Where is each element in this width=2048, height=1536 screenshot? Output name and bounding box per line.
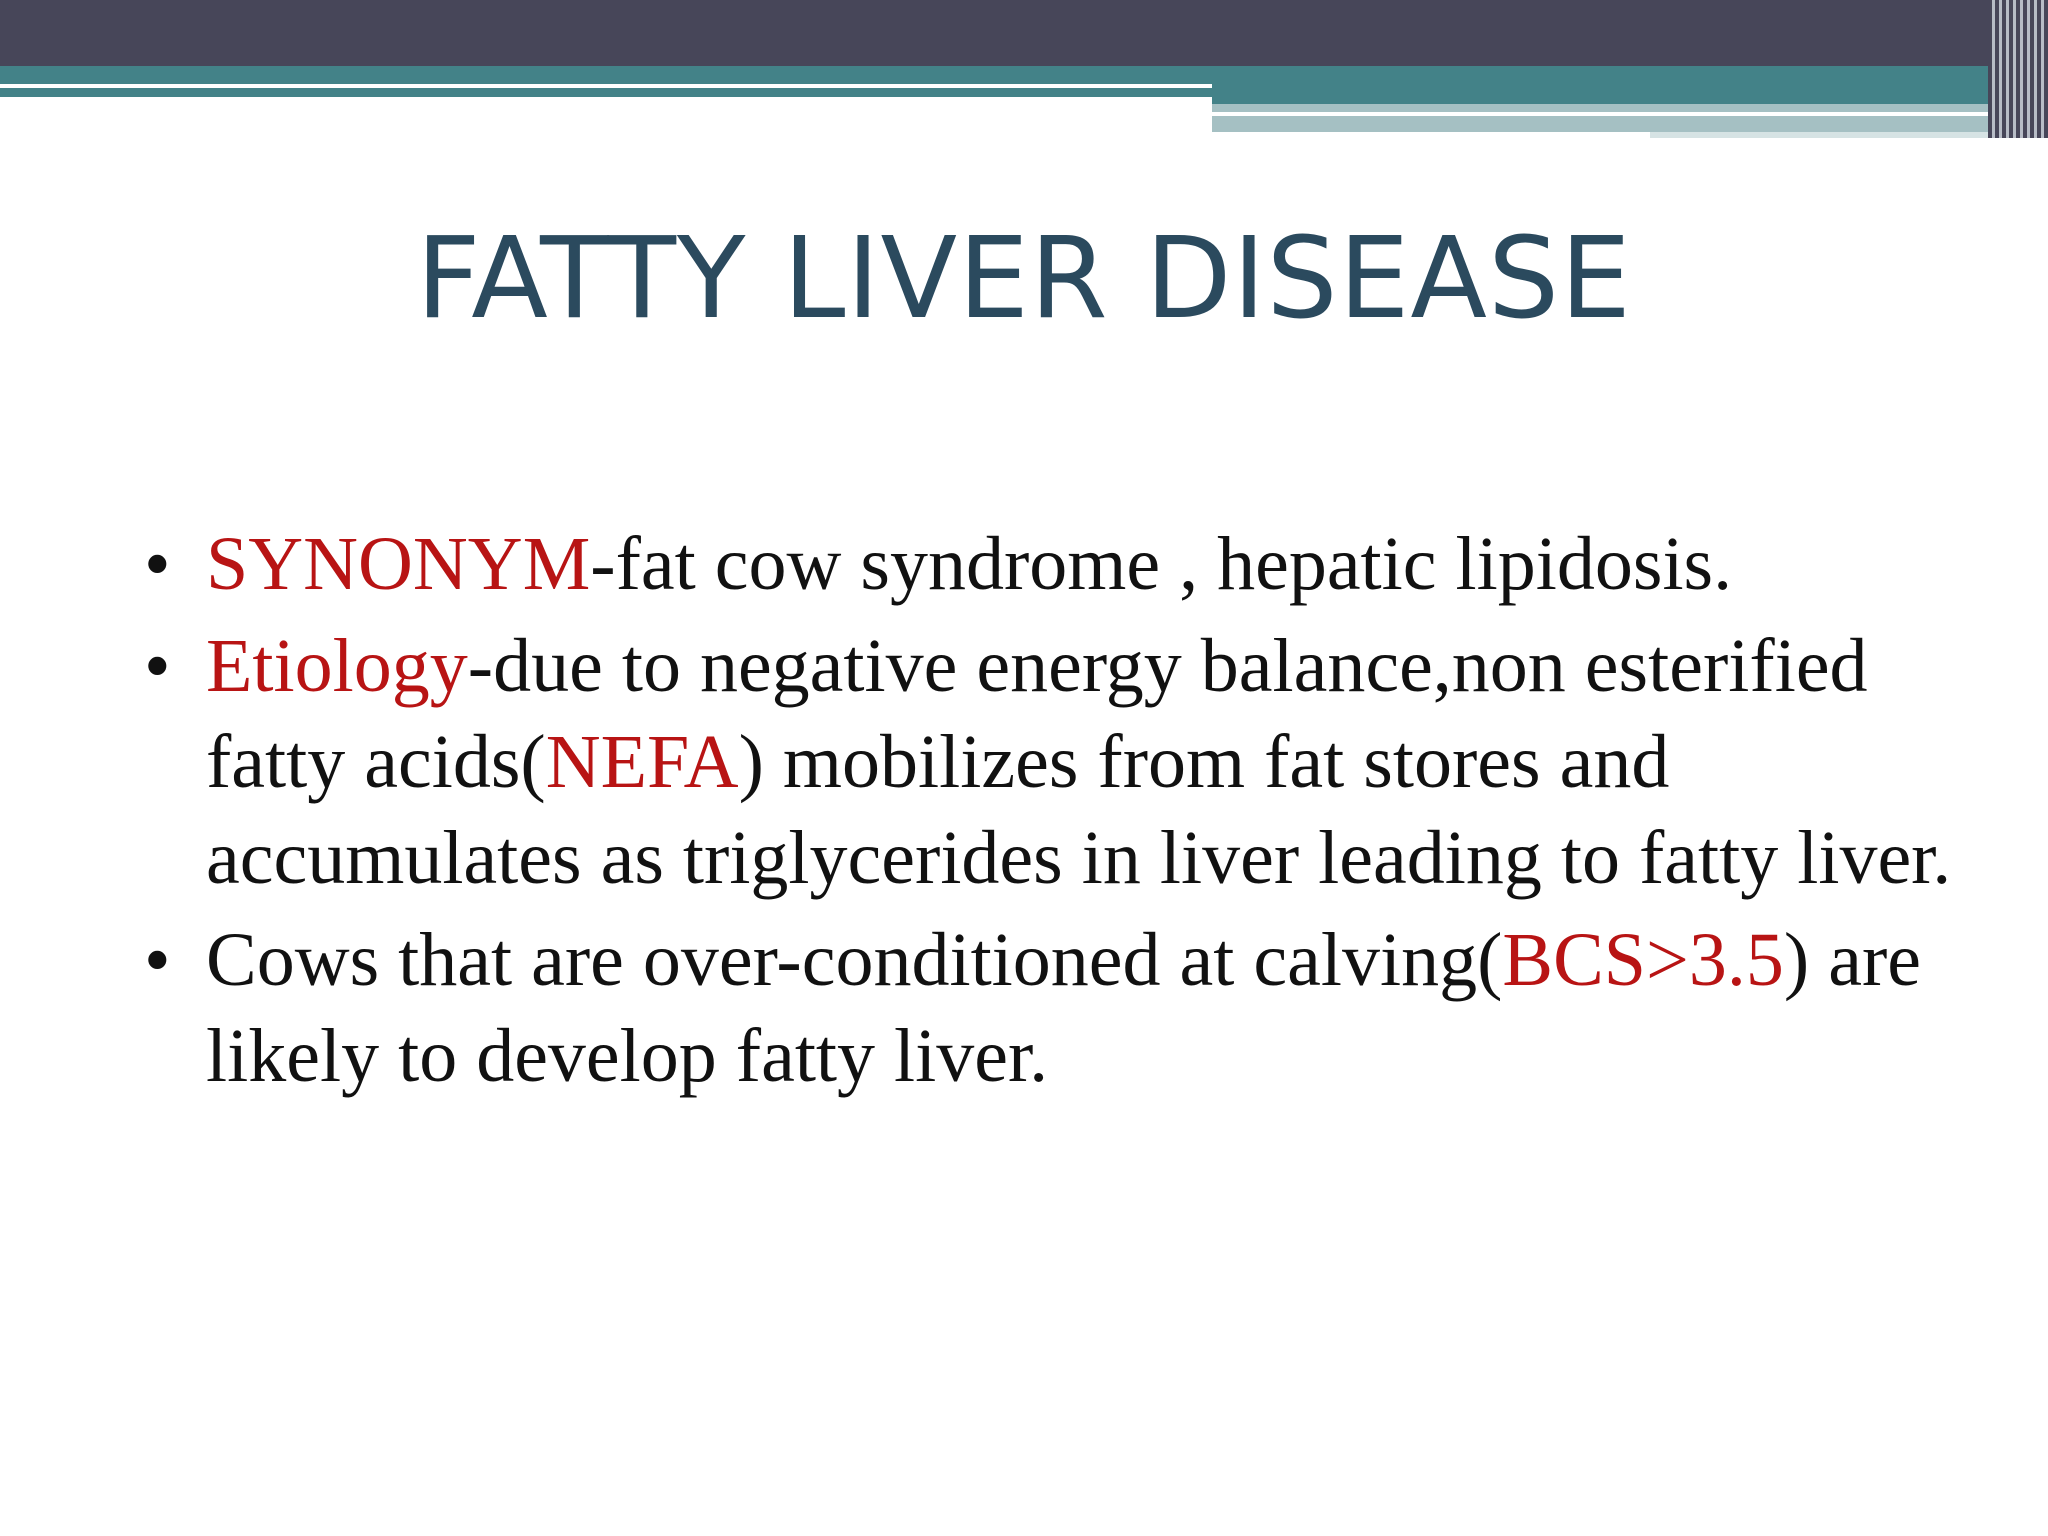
bullet-dot-icon: •	[144, 918, 171, 1002]
header-band-teal	[0, 66, 2048, 84]
header-band-right-grey	[1212, 104, 2048, 112]
header-stripes-decoration	[1988, 0, 2048, 138]
bullet-list	[144, 516, 1984, 1110]
highlight-synonym: SYNONYM	[206, 522, 591, 606]
bullet-text: ) are likely to develop fatty liver.	[206, 918, 1921, 1098]
bullet-item-bcs	[144, 912, 1984, 1104]
bullet-text: ) mobilizes from fat stores and accumulates as triglycerides in liver leading to fatty liver.	[206, 720, 1952, 900]
highlight-nefa: NEFA	[545, 720, 739, 804]
bullet-text: -due to negative energy balance,non esterified fatty acids(	[206, 624, 1868, 804]
bullet-text: -fat cow syndrome , hepatic lipidosis.	[590, 522, 1733, 606]
highlight-bcs: BCS>3.5	[1502, 918, 1784, 1002]
bullet-item-etiology	[144, 618, 1984, 906]
bullet-dot-icon: •	[144, 624, 171, 708]
header-band-right-grey-lower	[1212, 116, 2048, 132]
bullet-text: Cows that are over-conditioned at calving(	[206, 918, 1503, 1002]
bullet-dot-icon: •	[144, 522, 171, 606]
highlight-etiology: Etiology	[206, 624, 468, 708]
header-band-teal-thin	[0, 88, 1212, 97]
header-band-right-teal	[1212, 84, 2048, 104]
slide-title: FATTY LIVER DISEASE	[416, 214, 1632, 344]
bullet-item-synonym	[144, 516, 1984, 612]
header-band-dark	[0, 0, 2048, 66]
